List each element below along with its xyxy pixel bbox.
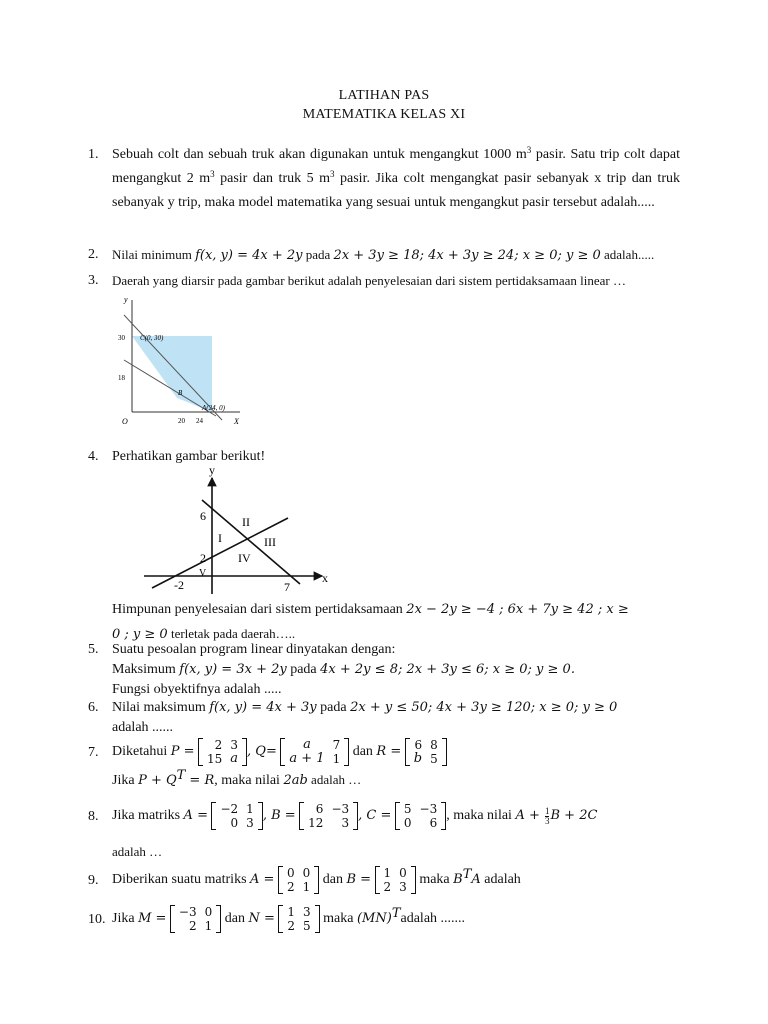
x-tick-neg-2: -2 bbox=[174, 578, 184, 592]
region-i-label: I bbox=[218, 531, 222, 545]
question-number: 9. bbox=[88, 873, 99, 888]
constraints: 2x + 3y ≥ 18; 4x + 3y ≥ 24; x ≥ 0; y ≥ 0 bbox=[333, 248, 601, 263]
region-v-label: V bbox=[199, 568, 207, 579]
question-8: 8. Jika matriks A = −2 1 0 3 , B = 6 −3 12 3 , C = 5 −3 0 6 , maka nilai A + $\frac{1}{3}$ B + 2C adalah … bbox=[88, 802, 598, 859]
objective-function: f(x, y) = 4x + 2y bbox=[195, 248, 303, 263]
matrix-a: 0 0 2 1 bbox=[278, 866, 319, 894]
region-ii-label: II bbox=[242, 515, 250, 529]
region-iii-label: III bbox=[264, 535, 276, 549]
matrix-r: 6 8 b 5 bbox=[405, 738, 447, 766]
question-text: Sebuah colt dan sebuah truk akan digunakan untuk mengangkut 1000 $m^3$ pasir. Satu trip colt dapat mengangkut 2 $m^3$ pasir dan truk 5 $m^3$ pasir. Jika colt mengangkat pasir sebanyak x trip dan truk sebanyak y trip, maka model matematika yang sesuai untuk mengangkut pasir tersebut adalah..... bbox=[112, 145, 680, 210]
question-number: 7. bbox=[88, 745, 99, 760]
page-subtitle: MATEMATIKA KELAS XI bbox=[302, 107, 466, 122]
x-tick-20: 20 bbox=[178, 417, 185, 425]
question-5: 5. Suatu pesoalan program linear dinyatakan dengan: Maksimum f(x, y) = 3x + 2y pada 4x + 2y ≤ 8; 2x + 3y ≤ 6; x ≥ 0; y ≥ 0. Fungsi obyektifnya adalah ..... bbox=[88, 642, 575, 697]
fraction-one-third: $\frac{1}{3}$ bbox=[544, 805, 550, 826]
origin-label: O bbox=[122, 417, 128, 426]
y-tick-6: 6 bbox=[200, 509, 206, 523]
question-number: 5. bbox=[88, 642, 99, 657]
point-a-label: A(24, 0) bbox=[202, 404, 225, 412]
matrix-c: 5 −3 0 6 bbox=[395, 802, 446, 830]
matrix-b: 6 −3 12 3 bbox=[299, 802, 358, 830]
x-tick-24: 24 bbox=[196, 417, 203, 425]
matrix-a: −2 1 0 3 bbox=[211, 802, 262, 830]
question-number: 6. bbox=[88, 700, 99, 715]
x-axis-label: X bbox=[234, 417, 239, 426]
question-text: Perhatikan gambar berikut! bbox=[112, 449, 266, 464]
y-axis-label: y bbox=[209, 463, 215, 477]
question-number: 3. bbox=[88, 273, 99, 288]
matrix-p: 2 3 15 a bbox=[198, 738, 247, 766]
y-tick-30: 30 bbox=[118, 334, 125, 342]
question-text: Daerah yang diarsir pada gambar berikut adalah penyelesaian dari sistem pertidaksamaan linear … bbox=[112, 273, 627, 288]
question-3 bbox=[88, 269, 680, 293]
graph-figure-3 bbox=[112, 292, 248, 432]
point-c-label: C(0, 30) bbox=[140, 334, 164, 342]
matrix-n: 1 3 2 5 bbox=[278, 905, 319, 933]
question-9: 9. Diberikan suatu matriks A = 0 0 2 1 dan B = 1 0 2 3 maka $B^TA$ adalah bbox=[88, 866, 521, 894]
graph-figure-4 bbox=[136, 462, 336, 598]
question-number: 4. bbox=[88, 449, 99, 464]
question-2 bbox=[88, 243, 680, 268]
matrix-q: a 7 a + 1 1 bbox=[280, 738, 349, 766]
x-tick-7: 7 bbox=[284, 580, 290, 594]
question-6: 6. Nilai maksimum f(x, y) = 4x + 3y pada 2x + y ≤ 50; 4x + 3y ≥ 120; x ≥ 0; y ≥ 0 adalah ...... bbox=[88, 700, 618, 735]
y-axis-label: y bbox=[124, 295, 128, 304]
question-number: 2. bbox=[88, 247, 99, 262]
question-text: Nilai minimum f(x, y) = 4x + 2y pada 2x + 3y ≥ 18; 4x + 3y ≥ 24; x ≥ 0; y ≥ 0 adalah..... bbox=[112, 247, 655, 263]
matrix-b: 1 0 2 3 bbox=[375, 866, 416, 894]
point-b-label: B bbox=[178, 389, 183, 397]
line-6x-7y-42 bbox=[202, 500, 300, 584]
page-title: LATIHAN PAS bbox=[338, 88, 430, 103]
y-tick-18: 18 bbox=[118, 374, 125, 382]
question-number: 10. bbox=[88, 912, 106, 927]
shaded-region bbox=[132, 336, 212, 412]
y-tick-2: 2 bbox=[200, 551, 206, 565]
question-1 bbox=[88, 143, 680, 215]
question-4-followup: Himpunan penyelesaian dari sistem pertidaksamaan 2x − 2y ≥ −4 ; 6x + 7y ≥ 42 ; x ≥ 0 ; y ≥ 0 terletak pada daerah….. bbox=[112, 602, 629, 642]
question-number: 1. bbox=[88, 147, 99, 162]
line-2x-2y-neg4 bbox=[152, 518, 288, 588]
region-iv-label: IV bbox=[238, 551, 251, 565]
question-number: 8. bbox=[88, 809, 99, 824]
matrix-m: −3 0 2 1 bbox=[170, 905, 221, 933]
question-10: 10. Jika M = −3 0 2 1 dan N = 1 3 2 5 maka (MN)$^T$adalah ....... bbox=[88, 905, 466, 933]
question-7: 7. Diketahui P = 2 3 15 a , Q= a 7 a + 1 1 dan R = 6 8 b 5 Jika $P + Q^T = R$, maka nilai 2ab adalah … bbox=[88, 738, 680, 791]
x-axis-label: x bbox=[322, 571, 328, 585]
